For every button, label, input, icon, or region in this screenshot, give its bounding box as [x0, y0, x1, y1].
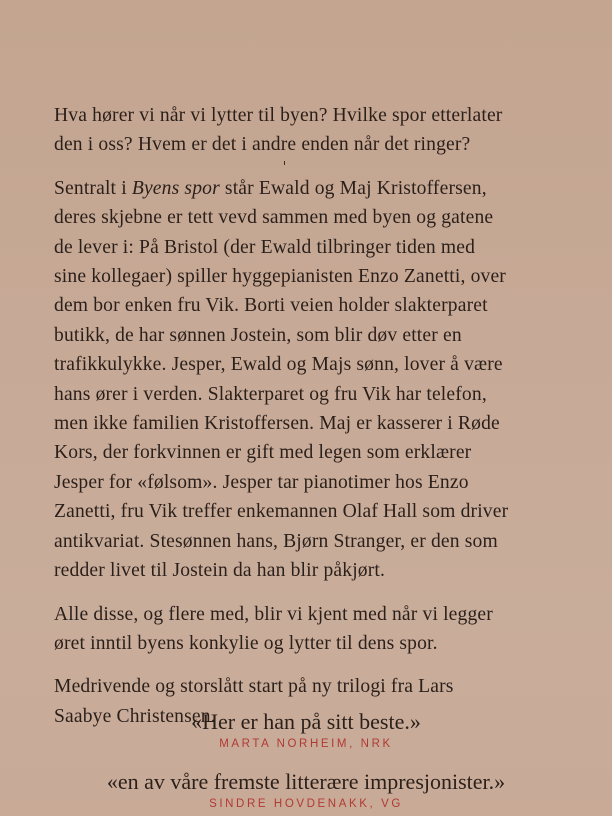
book-title: Byens spor	[131, 177, 220, 199]
paragraph-listen	[54, 600, 574, 659]
quote-attribution: MARTA NORHEIM, NRK	[219, 738, 393, 750]
review-quote	[0, 708, 612, 750]
quote-attribution: SINDRE HOVDENAKK, VG	[209, 798, 403, 810]
paragraph-intro	[54, 101, 574, 160]
review-quote	[0, 768, 612, 810]
text-line: redder livet til Jostein da han blir påkjørt.	[54, 560, 386, 582]
text-fragment: Sentralt i	[54, 177, 132, 199]
text-line: Hva hører vi når vi lytter til byen? Hvilke spor etterlater	[54, 105, 503, 126]
text-line: antikvariat. Stesønnen hans, Bjørn Stranger, er den som	[54, 530, 498, 552]
text-line: de lever i: På Bristol (der Ewald tilbringer tiden med	[54, 236, 476, 258]
text-line: trafikkulykke. Jesper, Ewald og Majs sønn, lover å være	[54, 354, 503, 376]
text-line: butikk, de har sønnen Jostein, som blir døv etter en	[54, 324, 462, 346]
paragraph-synopsis	[54, 174, 574, 586]
quote-text: «Her er han på sitt beste.»	[191, 709, 421, 734]
text-line: Jesper for «følsom». Jesper tar pianotimer hos Enzo	[54, 471, 469, 493]
text-line: Medrivende og storslått start på ny trilogi fra Lars	[54, 676, 454, 698]
text-line: Zanetti, fru Vik treffer enkemannen Olaf Hall som driver	[54, 501, 509, 523]
text-line: men ikke familien Kristoffersen. Maj er kasserer i Røde	[54, 413, 500, 435]
text-line: øret inntil byens konkylie og lytter til dens spor.	[54, 632, 438, 654]
text-line: deres skjebne er tett vevd sammen med byen og gatene	[54, 207, 494, 229]
text-line: den i oss? Hvem er det i andre enden når det ringer?	[54, 134, 471, 156]
text-line: hans ører i verden. Slakterparet og fru Vik har telefon,	[54, 383, 487, 405]
text-line	[54, 174, 574, 203]
quote-text: «en av våre fremste litterære impresjonister.»	[106, 769, 506, 794]
text-line: Saabye Christensen.	[54, 705, 216, 727]
text-line: Kors, der forkvinnen er gift med legen som erklærer	[54, 442, 472, 464]
text-line: sine kollegaer) spiller hyggepianisten Enzo Zanetti, over	[54, 266, 506, 288]
text-line: dem bor enken fru Vik. Borti veien holder slakterparet	[54, 295, 488, 317]
blurb-text	[54, 101, 574, 745]
text-fragment: står Ewald og Maj Kristoffersen,	[219, 177, 487, 199]
text-line: Alle disse, og flere med, blir vi kjent med når vi legger	[54, 603, 493, 625]
